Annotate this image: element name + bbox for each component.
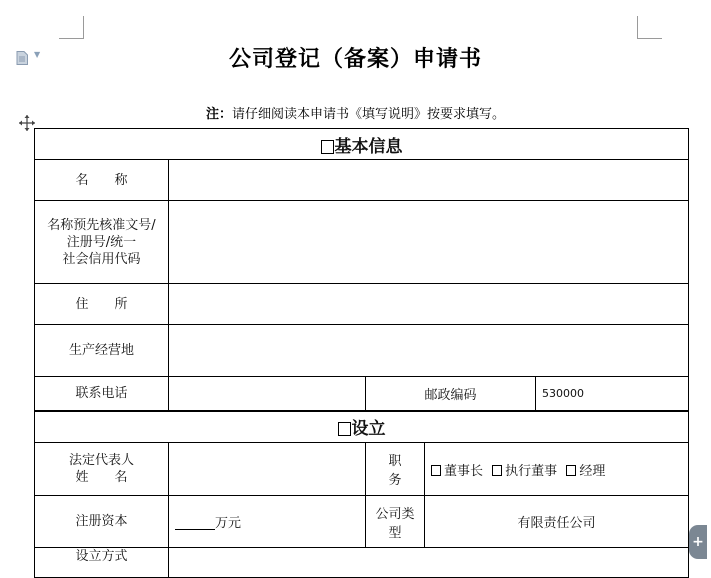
registered-capital-blank[interactable] bbox=[175, 515, 215, 530]
crop-mark-top-left bbox=[59, 16, 84, 39]
form-row-address bbox=[35, 284, 689, 325]
registration-number-label-line3: 社会信用代码 bbox=[62, 251, 141, 267]
chevron-down-icon[interactable]: ▼ bbox=[34, 50, 41, 59]
establish-method-label: 设立方式 bbox=[35, 548, 169, 578]
note-text: 请仔细阅读本申请书《填写说明》按要求填写。 bbox=[232, 107, 506, 122]
address-value-cell[interactable] bbox=[169, 284, 689, 325]
registration-number-value-cell[interactable] bbox=[169, 201, 689, 284]
form-row-establish-method bbox=[35, 548, 689, 578]
registered-capital-unit: 万元 bbox=[215, 516, 242, 531]
legal-representative-label bbox=[35, 443, 169, 496]
registration-number-label-line1: 名称预先核准文号/ bbox=[47, 217, 156, 233]
establish-method-value-cell[interactable] bbox=[169, 548, 689, 578]
document-title: 公司登记（备案）申请书 bbox=[228, 46, 482, 72]
phone-value-cell[interactable] bbox=[169, 377, 366, 411]
form-row-production-site bbox=[35, 325, 689, 377]
company-type-value[interactable]: 有限责任公司 bbox=[425, 496, 689, 548]
option-chairman-label: 董事长 bbox=[444, 463, 484, 479]
registration-number-label bbox=[35, 201, 169, 284]
production-site-label: 生产经营地 bbox=[35, 325, 169, 377]
name-label: 名 称 bbox=[35, 160, 169, 201]
address-label: 住 所 bbox=[35, 284, 169, 325]
fill-instruction-note bbox=[0, 103, 711, 122]
registered-capital-label: 注册资本 bbox=[35, 496, 169, 548]
checkbox-establishment[interactable] bbox=[338, 422, 351, 436]
production-site-value-cell[interactable] bbox=[169, 325, 689, 377]
position-label: 职 务 bbox=[366, 443, 425, 496]
registered-capital-cell[interactable] bbox=[169, 496, 366, 548]
form-row-registration-number bbox=[35, 201, 689, 284]
position-options-cell bbox=[425, 443, 689, 496]
registration-number-label-line2: 注册号/统一 bbox=[66, 234, 137, 250]
checkbox-executive-director[interactable] bbox=[492, 465, 502, 476]
name-value-cell[interactable] bbox=[169, 160, 689, 201]
section-row-establishment bbox=[35, 411, 689, 443]
note-prefix: 注： bbox=[205, 107, 232, 122]
option-manager-label: 经理 bbox=[579, 463, 606, 479]
section-header-basic-info[interactable] bbox=[35, 129, 689, 160]
option-executive-director-label: 执行董事 bbox=[505, 463, 558, 479]
phone-label: 联系电话 bbox=[35, 377, 169, 411]
section-title-establishment: 设立 bbox=[351, 419, 386, 440]
postcode-value[interactable]: 530000 bbox=[536, 377, 689, 411]
legal-representative-value-cell[interactable] bbox=[169, 443, 366, 496]
postcode-label: 邮政编码 bbox=[366, 377, 536, 411]
form-row-legal-representative bbox=[35, 443, 689, 496]
section-title-basic-info: 基本信息 bbox=[334, 136, 403, 157]
section-row-basic-info bbox=[35, 129, 689, 160]
checkbox-manager[interactable] bbox=[566, 465, 576, 476]
legal-representative-label-line1: 法定代表人 bbox=[68, 453, 134, 468]
form-row-phone-postcode bbox=[35, 377, 689, 411]
checkbox-chairman[interactable] bbox=[431, 465, 441, 476]
form-row-capital-company-type bbox=[35, 496, 689, 548]
plus-icon[interactable]: + bbox=[689, 525, 707, 559]
section-header-establishment[interactable] bbox=[35, 411, 689, 443]
crop-mark-top-right bbox=[637, 16, 662, 39]
company-type-label: 公司类型 bbox=[366, 496, 425, 548]
legal-representative-label-line2: 姓 名 bbox=[75, 470, 128, 485]
checkbox-basic-info[interactable] bbox=[321, 140, 334, 154]
registration-form-table bbox=[34, 128, 689, 578]
form-row-name bbox=[35, 160, 689, 201]
